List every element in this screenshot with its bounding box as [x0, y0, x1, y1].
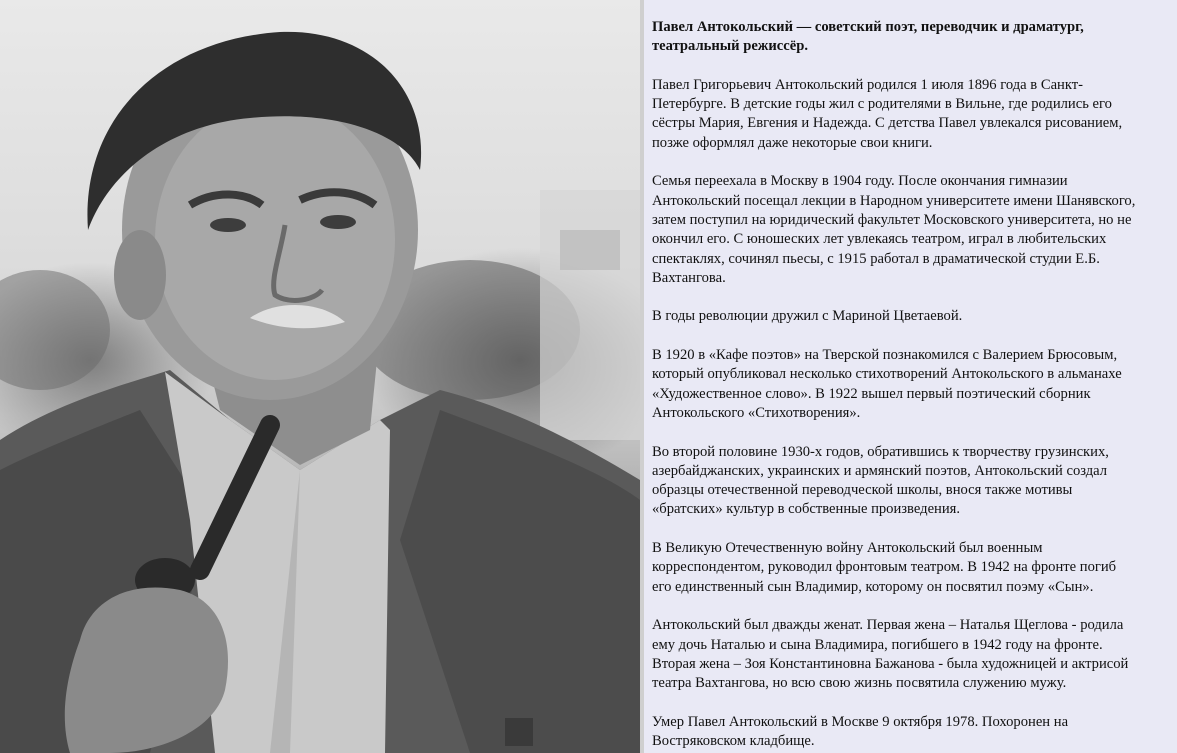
text-panel [644, 0, 1177, 753]
paragraph-cafe-poets: В 1920 в «Кафе поэтов» на Тверской познакомился с Валерием Брюсовым, который опубликовал несколько стихотворений Антокольского в альманахе «Художественное слово». В 1922 вышел первый поэтический сборник Антокольского «Стихотворения». [652, 347, 1122, 421]
paragraph-revolution: В годы революции дружил с Мариной Цветаевой. [652, 308, 963, 325]
paragraph-moscow: Семья переехала в Москву в 1904 году. После окончания гимназии Антокольский посещал лекции в Народном университете имени Шанявского, затем поступил на юридический факультет Московского университета, но не окончил его. С юношеских лет увлекаясь театром, играл в любительских спектаклях, сочинял пьесы, с 1915 работал в драматической студии Е.Б. Вахтангова. [652, 173, 1136, 286]
paragraph-translations: Во второй половине 1930-х годов, обратившись к творчеству грузинских, азербайджанских, украинских и армянский поэтов, Антокольский создал образцы отечественной переводческой школы, внося также мотивы «братских» культур в собственные произведения. [652, 443, 1109, 518]
article-body [652, 18, 1177, 753]
paragraph-death: Умер Павел Антокольский в Москве 9 октября 1978. Похоронен на Востряковском кладбище. [652, 713, 1069, 749]
paragraph-family: Антокольский был дважды женат. Первая жена – Наталья Щеглова - родила ему дочь Наталью и сына Владимира, погибшего в 1942 году на фронте. Вторая жена – Зоя Константиновна Бажанова - была художницей и актрисой театра Вахтангова, но всю свою жизнь посвятила служению мужу. [652, 617, 1129, 692]
paragraph-war: В Великую Отечественную войну Антокольский был военным корреспондентом, руководил фронтовым театром. В 1942 на фронте погиб его единственный сын Владимир, которому он посвятил поэму «Сын». [652, 540, 1117, 595]
article-heading: Павел Антокольский — советский поэт, переводчик и драматург, театральный режиссёр. [652, 19, 1084, 55]
paragraph-birth: Павел Григорьевич Антокольский родился 1 июля 1896 года в Санкт- Петербурге. В детские годы жил с родителями в Вильне, где родились его сёстры Мария, Евгения и Надежда. С детства Павел увлекался рисованием, позже оформлял даже некоторые свои книги. [652, 76, 1123, 151]
